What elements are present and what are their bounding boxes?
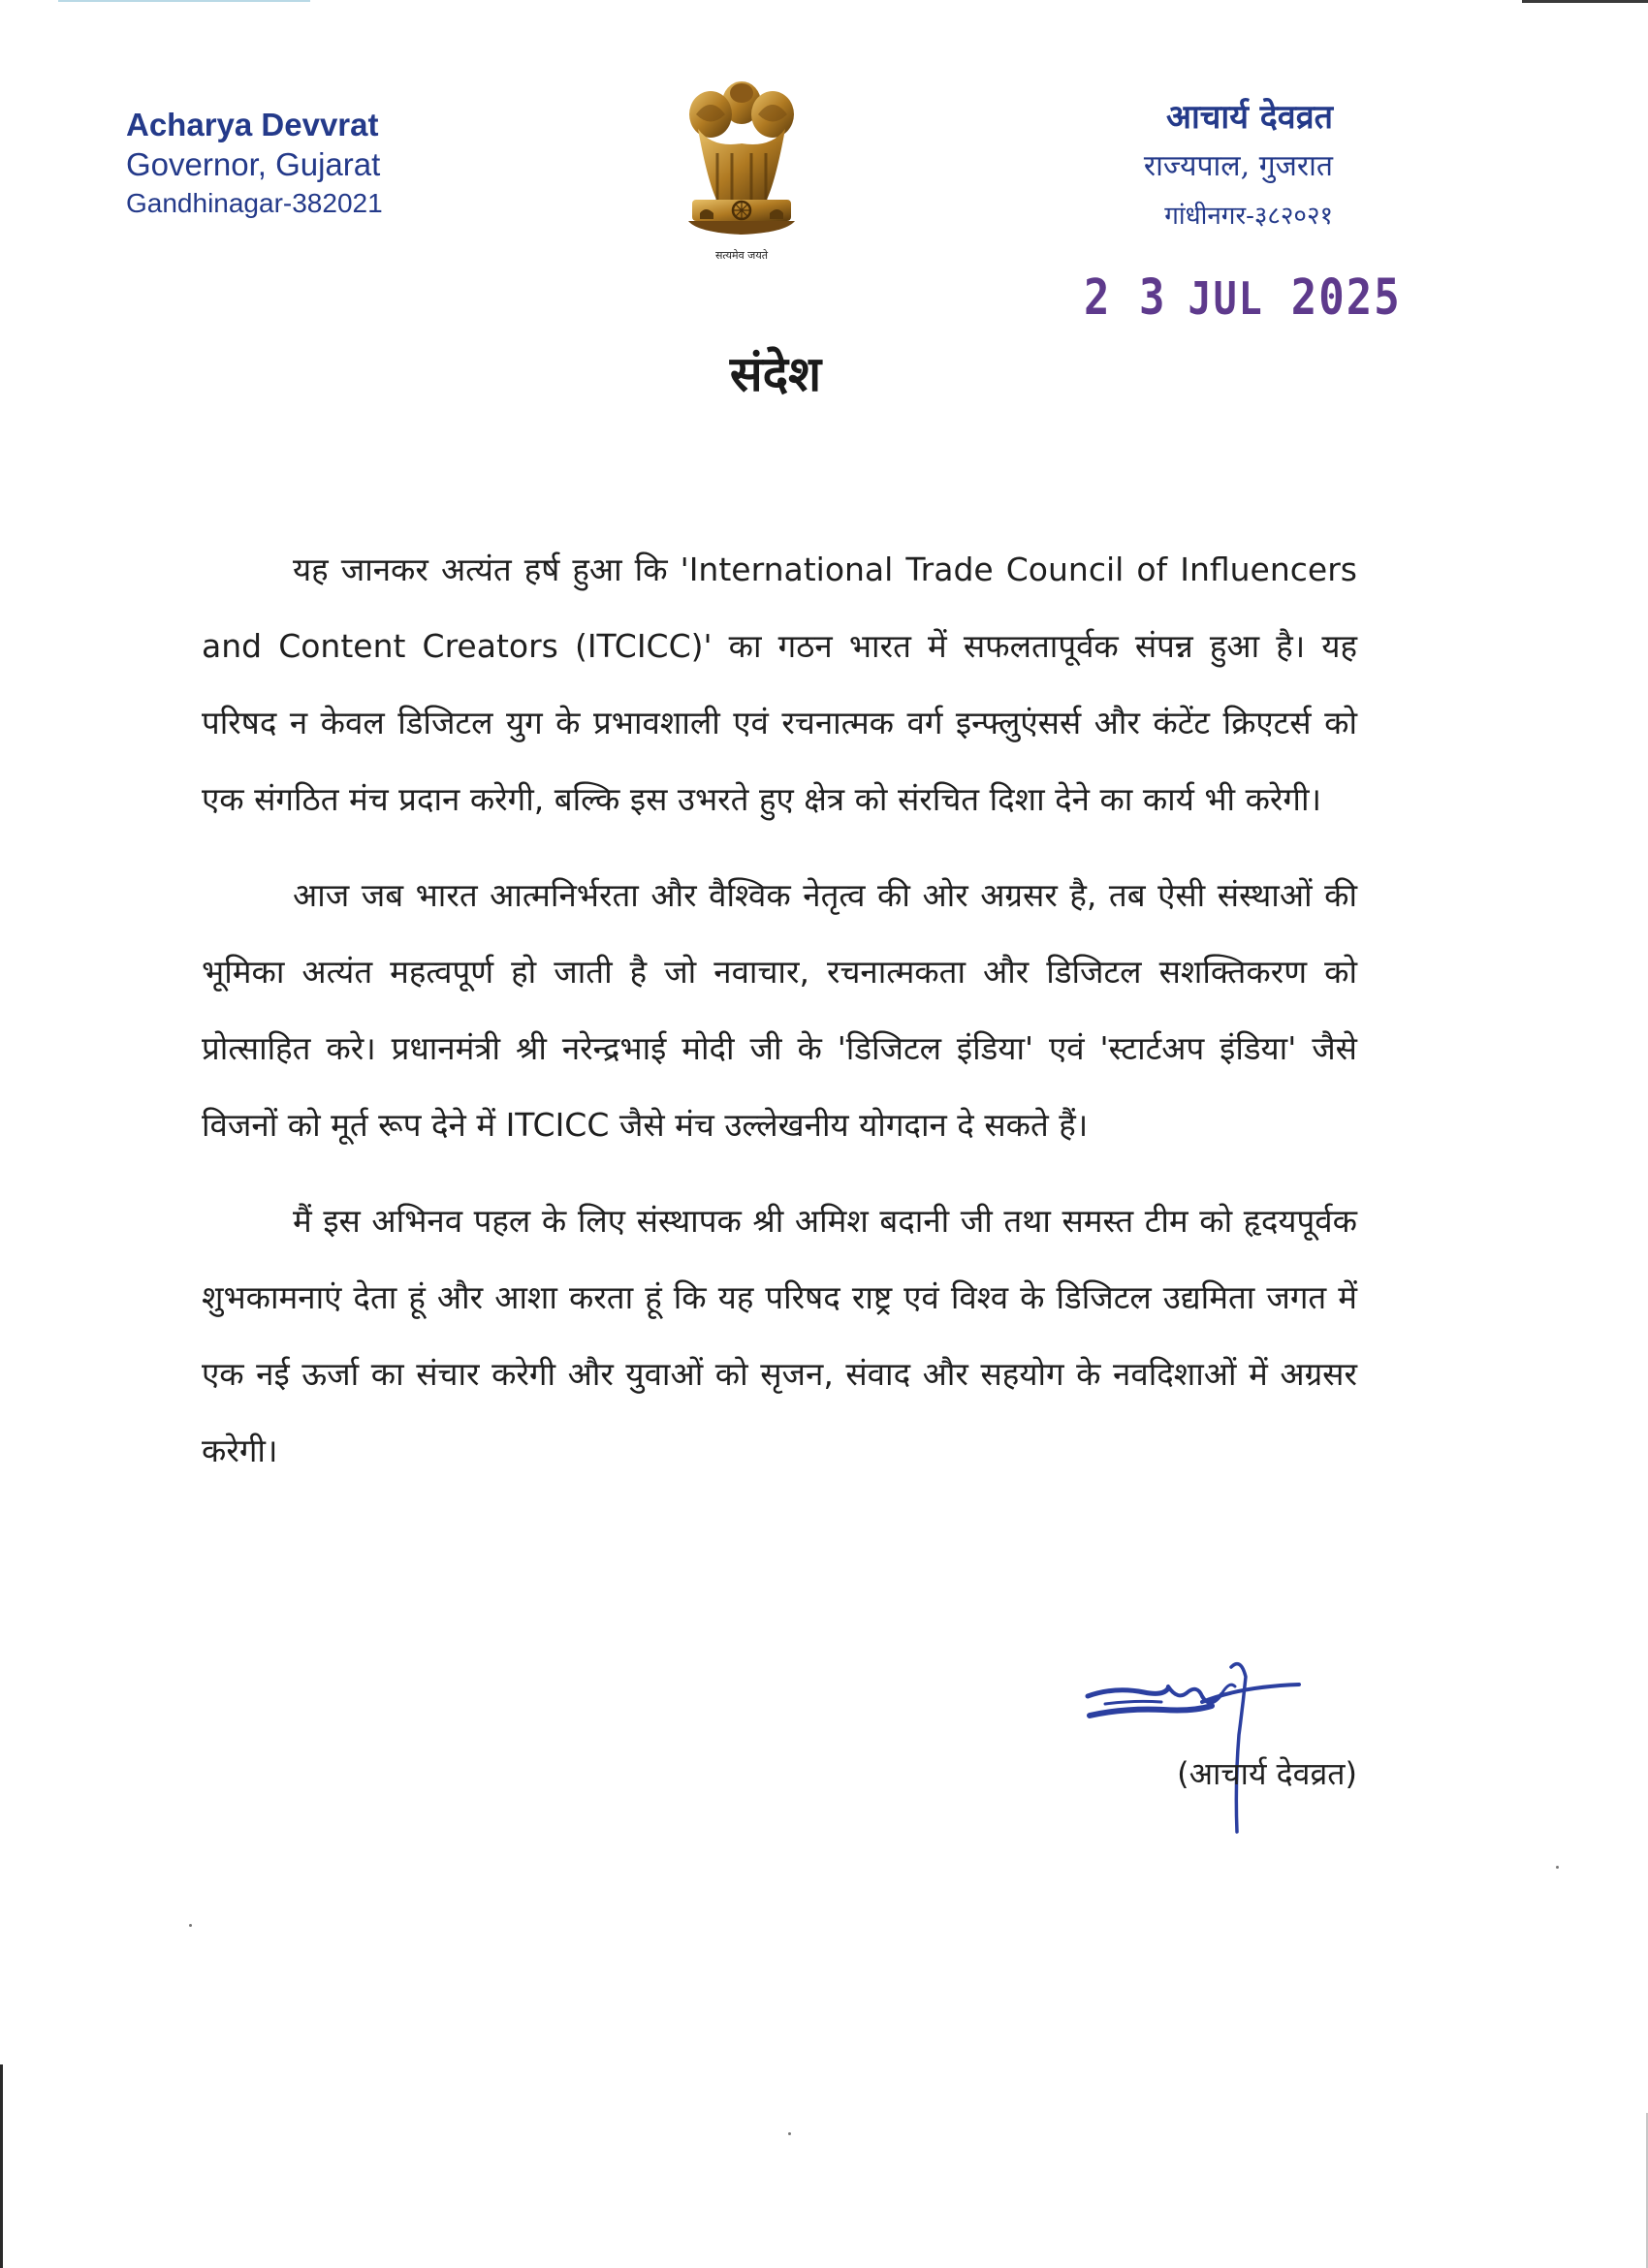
scan-edge-top-right <box>1522 0 1648 3</box>
sender-title-hindi: राज्यपाल, गुजरात <box>1143 149 1333 183</box>
letterhead-english <box>126 105 533 223</box>
emblem-motto: सत्यमेव जयते <box>714 249 768 262</box>
message-body <box>202 531 1357 1508</box>
date-stamp <box>1084 269 1402 327</box>
signature-icon <box>1076 1657 1367 1842</box>
paragraph-3: मैं इस अभिनव पहल के लिए संस्थापक श्री अमिश बदानी जी तथा समस्त टीम को हृदयपूर्वक शुभकामनाएं देता हूं और आशा करता हूं कि यह परिषद राष्ट्र एवं विश्व के डिजिटल उद्यमिता जगत में एक नई ऊर्जा का संचार करेगी और युवाओं को सृजन, संवाद और सहयोग के नवदिशाओं में अग्रसर करेगी। <box>202 1202 1357 1469</box>
paragraph-2: आज जब भारत आत्मनिर्भरता और वैश्विक नेतृत्व की ओर अग्रसर है, तब ऐसी संस्थाओं की भूमिका अत्यंत महत्वपूर्ण हो जाती है जो नवाचार, रचनात्मकता और डिजिटल सशक्तिकरण को प्रोत्साहित करे। प्रधानमंत्री श्री नरेन्द्रभाई मोदी जी के 'डिजिटल इंडिया' एवं 'स्टार्टअप इंडिया' जैसे विजनों को मूर्त रूप देने में ITCICC जैसे मंच उल्लेखनीय योगदान दे सकते हैं। <box>202 876 1357 1144</box>
sender-city-hindi: गांधीनगर-३८२०२१ <box>1164 202 1333 231</box>
scan-speck <box>189 1924 192 1927</box>
scan-edge-left <box>0 2064 3 2268</box>
scan-edge-top <box>58 0 310 2</box>
sender-title-english: Governor, Gujarat <box>126 146 381 182</box>
message-heading: संदेश <box>729 345 822 402</box>
paragraph-1: यह जानकर अत्यंत हर्ष हुआ कि 'International Trade Council of Influencers and Content Creators (ITCICC)' का गठन भारत में सफलतापूर्वक संपन्न हुआ है। यह परिषद न केवल डिजिटल युग के प्रभावशाली एवं रचनात्मक वर्ग इन्फ्लुएंसर्स और कंटेंट क्रिएटर्स को एक संगठित मंच प्रदान करेगी, बल्कि इस उभरते हुए क्षेत्र को संरचित दिशा देने का कार्य भी करेगी। <box>202 551 1357 818</box>
state-emblem <box>679 76 805 274</box>
handwritten-signature <box>1076 1657 1367 1842</box>
scan-speck <box>1556 1866 1559 1869</box>
sender-name-hindi: आचार्य देवव्रत <box>1166 98 1333 137</box>
date-year: 2025 <box>1290 269 1402 327</box>
sender-city-english: Gandhinagar-382021 <box>126 188 383 218</box>
signatory-name: (आचार्य देवव्रत) <box>1177 1755 1357 1792</box>
date-month: JUL <box>1188 273 1264 326</box>
state-emblem-icon <box>679 76 805 250</box>
sender-name-english: Acharya Devvrat <box>126 107 379 142</box>
letterhead-hindi <box>984 93 1333 240</box>
scan-speck <box>788 2132 791 2135</box>
date-day: 2 3 <box>1084 269 1167 327</box>
